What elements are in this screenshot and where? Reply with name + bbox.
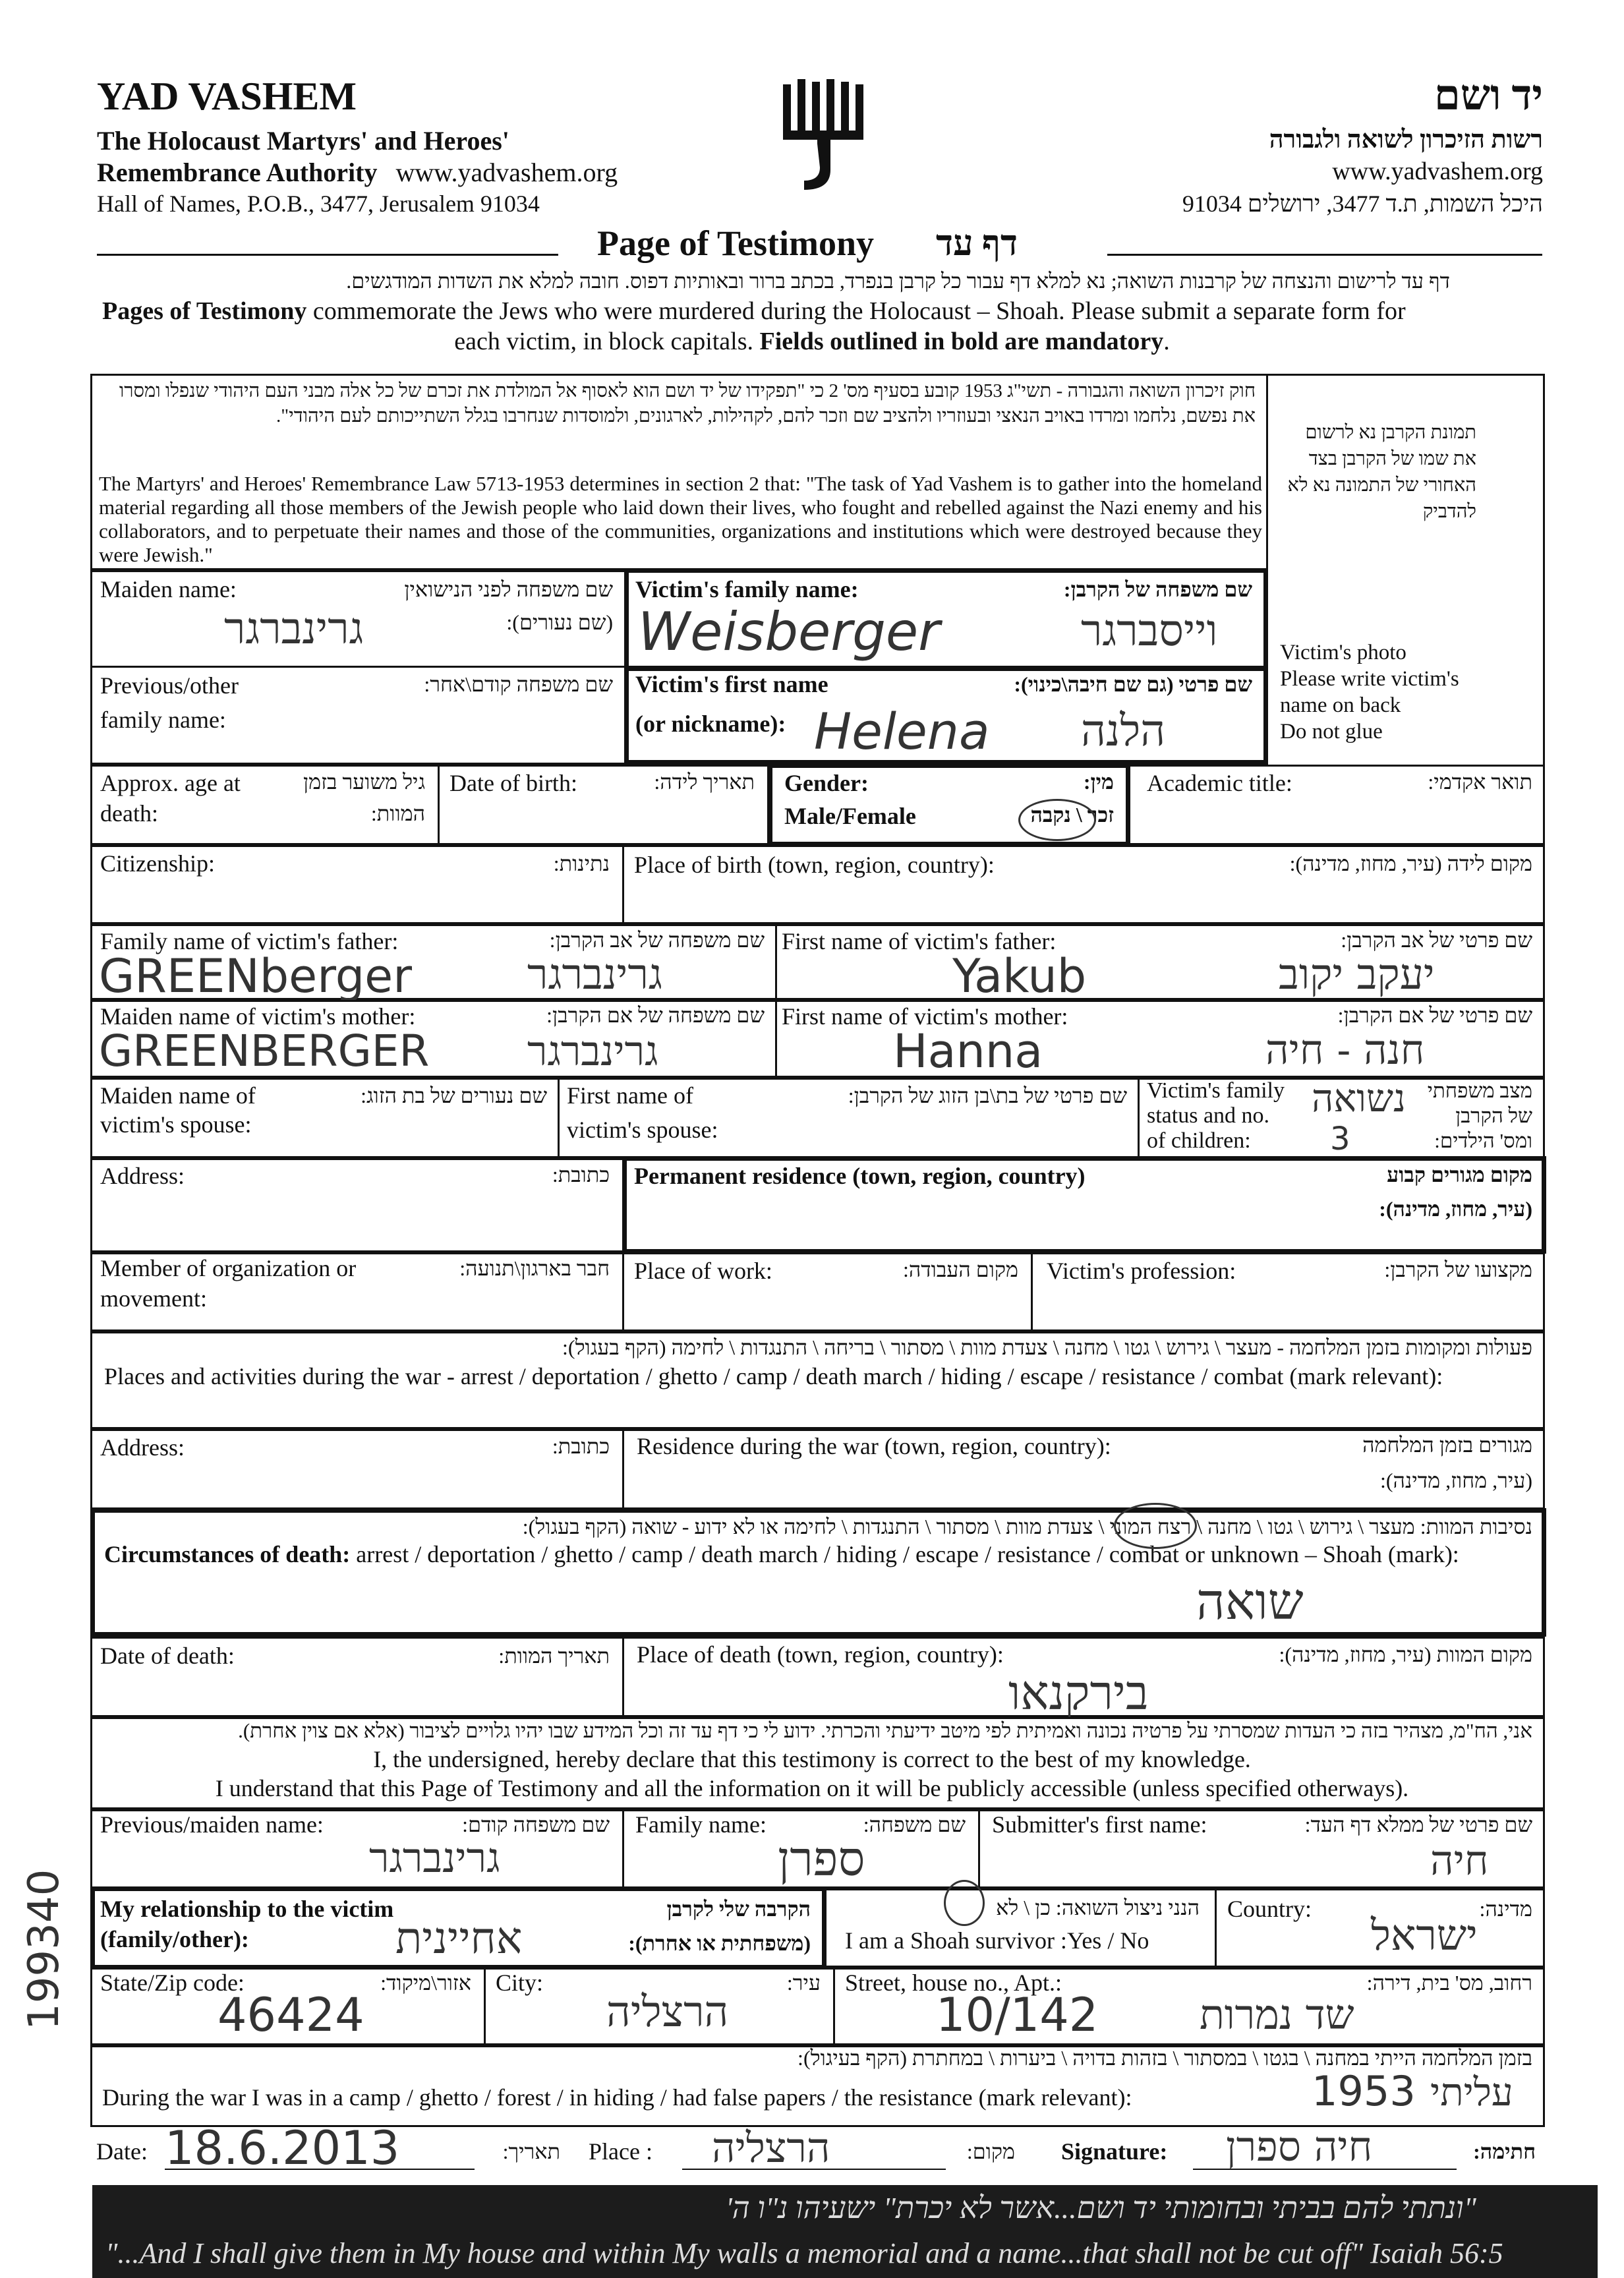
gender-label: [784, 767, 916, 832]
citizenship-label: Citizenship:: [100, 850, 215, 877]
spouse-maiden-label-he: שם נעורים של בת הזוג:: [361, 1084, 547, 1107]
victim-first-name-value-he[interactable]: הלנה: [1081, 705, 1166, 756]
org-web-he: www.yadvashem.org: [1332, 158, 1543, 185]
academic-label-he: תואר אקדמי:: [1428, 770, 1532, 794]
mother-first-label: First name of victim's mother:: [782, 1003, 1068, 1030]
signature-value[interactable]: חיה ספרן: [1226, 2122, 1373, 2171]
family-status-label-3: of children:: [1147, 1128, 1251, 1153]
death-place-value[interactable]: בירקנאו: [1008, 1665, 1149, 1720]
date-value[interactable]: 18.6.2013: [165, 2121, 400, 2175]
victim-first-name-label: [635, 668, 828, 740]
permanent-label-he-2: (עיר, מחוז, מדינה):: [1379, 1197, 1532, 1221]
citizenship-label-he: נתינות:: [553, 852, 610, 875]
street-name-value[interactable]: שד נמרות: [1200, 1991, 1354, 2039]
photo-instructions-en: [1280, 639, 1459, 745]
death-place-label-he: מקום המוות (עיר, מחוז, מדינה):: [1279, 1643, 1532, 1666]
war-residence-label-he-2: (עיר, מחוז, מדינה):: [1380, 1469, 1532, 1492]
father-family-label: Family name of victim's father:: [100, 928, 399, 954]
death-date-label: Date of death:: [100, 1643, 235, 1669]
law-text-he: חוק זיכרון השואה והגבורה - תשי"ג 1953 קובע בסעיף מס' 2 כי "תפקידו של יד ושם הוא לאסוף אל המולדת את זכרם של כל אלה מבני העם היהודי שנפלו ומסרו את נפשם, נלחמו ומרדו באויב הנאצי ובעוזריו ולהציב שם וזכר להם, לקהילות, לארגונים, ולמוסדות שנחרבו בגלל השתייכותם לעם היהודי".: [119, 380, 1256, 426]
submitter-family-value[interactable]: ספרן: [778, 1831, 865, 1886]
city-label-he: עיר:: [786, 1971, 821, 1995]
place-underline: [682, 2169, 946, 2170]
father-family-value-he[interactable]: גרינברגר: [527, 950, 662, 999]
title-rule-left: [97, 254, 558, 256]
photo-en-line3: name on back: [1280, 693, 1401, 717]
declaration-en-1: I, the undersigned, hereby declare that this testimony is correct to the best of my knowledge.: [373, 1746, 1251, 1772]
org-subtitle-he: רשות הזיכרון לשואה ולגבורה: [1269, 126, 1543, 154]
place-label-he: מקום:: [966, 2140, 1015, 2163]
zip-label: State/Zip code:: [100, 1970, 245, 1996]
spouse-maiden-label-1: Maiden name of: [100, 1082, 256, 1109]
address-label-he: כתובת:: [552, 1163, 610, 1186]
birthplace-label: Place of birth (town, region, country):: [634, 852, 995, 878]
prev-family-label: [100, 670, 239, 736]
street-label: Street, house no., Apt.:: [845, 1970, 1062, 1996]
permanent-label-he-1: מקום מגורים קבוע: [1387, 1163, 1532, 1186]
relationship-label-he: [593, 1894, 811, 1958]
org-member-label-he: חבר בארגון\תנועה:: [459, 1256, 610, 1280]
country-label: Country:: [1227, 1896, 1312, 1922]
org-member-label-2: movement:: [100, 1285, 207, 1312]
gender-label-1: Gender:: [784, 770, 869, 796]
org-name-he: יד ושם: [1434, 72, 1543, 119]
family-status-label-he-2: של הקרבן: [1455, 1104, 1532, 1127]
survivor-circle-mark: [944, 1880, 985, 1926]
age-label-he-2: המוות:: [370, 802, 425, 825]
permanent-residence-label: Permanent residence (town, region, country): [634, 1163, 1086, 1189]
workplace-label: Place of work:: [634, 1258, 772, 1284]
footer-banner: [92, 2185, 1598, 2278]
survivor-label-en: I am a Shoah survivor :Yes / No: [845, 1927, 1149, 1954]
org-web-en: www.yadvashem.org: [395, 158, 618, 187]
father-family-value[interactable]: GREENberger: [99, 949, 413, 1003]
war-submitter-label-he: בזמן המלחמה הייתי במחנה \ בגטו \ במסתור \ בזהות בדויה \ ביערות \ במחתרת (הקף בעיגול):: [798, 2046, 1532, 2070]
father-family-label-he: שם משפחה של אב הקרבן:: [549, 928, 765, 952]
war-address-label: Address:: [100, 1434, 185, 1461]
family-status-label-he-1: מצב משפחתי: [1427, 1079, 1532, 1102]
family-status-label-2: status and no.: [1147, 1103, 1270, 1128]
prev-family-label-he: שם משפחה קודם\אחר:: [424, 672, 613, 696]
gender-label-he-1: מין:: [1083, 770, 1114, 794]
father-first-value-he[interactable]: יעקב יקוב: [1279, 950, 1435, 999]
zip-label-he: אזור\מיקוד:: [380, 1971, 471, 1995]
city-label: City:: [496, 1970, 544, 1996]
victim-family-name-label: Victim's family name:: [635, 576, 859, 602]
submitter-first-label-he: שם פרטי של ממלא דף העד:: [1304, 1813, 1532, 1836]
photo-en-line1: Victim's photo: [1280, 641, 1406, 664]
victim-first-name-value[interactable]: Helena: [814, 702, 990, 761]
org-name-en: YAD VASHEM: [97, 74, 357, 118]
mother-maiden-label: Maiden name of victim's mother:: [100, 1003, 416, 1030]
signature-label: Signature:: [1061, 2138, 1168, 2165]
intro-en-1: [102, 297, 1406, 326]
victim-family-name-value-he[interactable]: וייסברגר: [1081, 605, 1218, 656]
place-value[interactable]: הרצליה: [712, 2124, 830, 2172]
org-authority-bold: Remembrance Authority: [97, 158, 378, 187]
profession-label: Victim's profession:: [1047, 1258, 1236, 1284]
activities-label-en: Places and activities during the war - arrest / deportation / ghetto / camp / death march / hiding / escape / resistance / combat (mark relevant):: [104, 1363, 1443, 1389]
prev-family-label-2: family name:: [100, 707, 226, 733]
activities-label-he: פעולות ומקומות בזמן המלחמה - מעצר \ גירוש \ גטו \ מחנה \ צעדת מוות \ מסתור \ בריחה \ התנגדות \ לחימה (הקף בעגול):: [562, 1335, 1532, 1359]
city-value[interactable]: הרצליה: [606, 1988, 729, 2037]
gender-label-he-2: זכר \ נקבה: [1030, 803, 1114, 827]
side-registration-number: 199340: [20, 1869, 69, 2030]
photo-en-line4: Do not glue: [1280, 720, 1383, 744]
death-date-label-he: תאריך המוות:: [498, 1644, 610, 1668]
age-label-1: Approx. age at: [100, 770, 241, 796]
org-subtitle-en: The Holocaust Martyrs' and Heroes': [97, 126, 509, 156]
birthplace-label-he: מקום לידה (עיר, מחוז, מדינה):: [1289, 852, 1532, 875]
intro-en-1-bold: Pages of Testimony: [102, 297, 307, 325]
submitter-prev-value[interactable]: גרינברגר: [369, 1834, 500, 1882]
maiden-name-label-he2: (שם נעורים):: [506, 610, 613, 634]
submitter-prev-label-he: שם משפחה קודם:: [462, 1813, 610, 1836]
org-address-en: Hall of Names, P.O.B., 3477, Jerusalem 91034: [97, 190, 540, 217]
war-submitter-label-en: During the war I was in a camp / ghetto / forest / in hiding / had false papers / the resistance (mark relevant):: [102, 2084, 1132, 2111]
submitter-first-label: Submitter's first name:: [992, 1811, 1207, 1838]
relationship-label-2: (family/other):: [100, 1926, 249, 1952]
relationship-label: [100, 1893, 393, 1955]
submitter-family-label: Family name:: [635, 1811, 767, 1838]
mother-first-label-he: שם פרטי של אם הקרבן:: [1337, 1003, 1532, 1027]
relationship-label-he-2: (משפחתית או אחרת):: [628, 1931, 811, 1955]
street-label-he: רחוב, מס' בית, דירה:: [1366, 1971, 1532, 1995]
org-member-label-1: Member of organization or: [100, 1255, 357, 1281]
dob-label: Date of birth:: [450, 770, 577, 796]
spouse-first-label-he: שם פרטי של בת\בן הזוג של הקרבן:: [848, 1084, 1127, 1107]
victim-first-name-label-he: שם פרטי (גם שם חיבה\כינוי):: [1014, 672, 1252, 696]
date-underline: [165, 2169, 475, 2170]
war-residence-label-he-1: מגורים בזמן המלחמה: [1362, 1433, 1532, 1457]
submitter-first-value[interactable]: חיה: [1430, 1836, 1489, 1884]
form-title-en: Page of Testimony: [597, 223, 875, 263]
law-text-en: The Martyrs' and Heroes' Remembrance Law 5713-1953 determines in section 2 that: "The task of Yad Vashem is to gather into the homeland material regarding all those members of the Jewish people who laid down their lives, who fought and rebelled against the Nazi enemy and his collaborators, and to perpetuate their names and those of the communities, organizations and institutions which were destroyed because they were Jewish.": [99, 472, 1262, 566]
org-member-label: [100, 1252, 356, 1314]
street-number-value[interactable]: 10/142: [936, 1988, 1099, 2042]
address-label: Address:: [100, 1163, 185, 1189]
photo-en-line2: Please write victim's: [1280, 667, 1459, 691]
war-residence-label-he: [1285, 1430, 1532, 1495]
father-first-label-he: שם פרטי של אב הקרבן:: [1341, 928, 1532, 952]
war-residence-label: Residence during the war (town, region, country):: [637, 1433, 1111, 1459]
date-label: Date:: [96, 2138, 148, 2165]
title-rule-right: [1107, 254, 1542, 256]
survivor-label-he: הנני ניצול השואה: כן \ לא: [996, 1896, 1200, 1919]
first-name-label-1: Victim's first name: [635, 671, 828, 697]
mother-first-value-he[interactable]: חנה - חיה: [1265, 1026, 1425, 1074]
gender-label-2: Male/Female: [784, 803, 916, 829]
intro-en-1-text: commemorate the Jews who were murdered during the Holocaust – Shoah. Please submit a separate form for: [306, 297, 1406, 325]
maiden-name-label-he: שם משפחה לפני הנישואין: [404, 577, 613, 601]
circumstances-label-en: [104, 1538, 1459, 1570]
family-status-label-1: Victim's family: [1147, 1078, 1285, 1103]
family-status-label: [1147, 1078, 1285, 1154]
age-label-he-1: גיל משוער בזמן: [303, 770, 425, 794]
circumstances-label-bold: Circumstances of death:: [104, 1541, 351, 1567]
intro-en-2: [0, 327, 1624, 356]
zip-value[interactable]: 46424: [218, 1988, 364, 2042]
footer-quote-he: "ונתתי להם בביתי ובחומותי יד ושם...אשר לא יכרת" ישעיהו נ"ו ה': [725, 2191, 1476, 2225]
family-status-label-he: [1417, 1078, 1532, 1154]
profession-label-he: מקצועו של הקרבן:: [1384, 1258, 1532, 1281]
circumstances-label-he: נסיבות המוות: מעצר \ גירוש \ גטו \ מחנה \ רצח המוני \ צעדת מוות \ מסתור \ התנגדות \ לחימה או לא ידוע - שואה (הקף בעגול):: [522, 1515, 1532, 1538]
prev-family-label-1: Previous/other: [100, 672, 239, 699]
workplace-label-he: מקום העבודה:: [902, 1258, 1018, 1281]
academic-label: Academic title:: [1147, 770, 1292, 796]
father-first-value[interactable]: Yakub: [952, 949, 1087, 1003]
children-count-value[interactable]: 3: [1330, 1121, 1350, 1157]
victim-family-name-label-he: שם משפחה של הקרבן:: [1063, 577, 1252, 601]
victim-family-name-value[interactable]: Weisberger: [638, 601, 941, 662]
intro-en-2-text: each victim, in block capitals.: [454, 328, 760, 355]
declaration-he: אני, הח"מ, מצהיר בזה כי העדות שמסרתי על פרטיה נכונה ואמיתית לפי מיטב ידיעתי והכרתי. ידוע לי כי דף עד זה וכל המידע שבו יהיו גלויים לציבור (אלא אם צוין אחרת).: [238, 1719, 1532, 1742]
org-authority-en: [97, 157, 618, 188]
gender-circle-mark: [1018, 799, 1096, 841]
permanent-residence-label-he: [1285, 1160, 1532, 1223]
circumstances-label-text: arrest / deportation / ghetto / camp / death march / hiding / escape / resistance / combat or unknown – Shoah (mark):: [350, 1541, 1459, 1567]
intro-en-2-bold: Fields outlined in bold are mandatory: [759, 328, 1164, 355]
date-label-he: תאריך:: [502, 2140, 560, 2163]
signature-label-he: חתימה:: [1473, 2140, 1536, 2163]
age-label-he: [277, 767, 425, 828]
spouse-first-label-1: First name of: [567, 1082, 693, 1109]
photo-instructions-he: תמונת הקרבן נא לרשום את שמו של הקרבן בצד האחורי של התמונה נא לא להדביק: [1287, 422, 1476, 522]
submitter-family-label-he: שם משפחה:: [863, 1813, 966, 1836]
spouse-first-label-2: victim's spouse:: [567, 1117, 718, 1143]
family-status-label-he-3: ומס' הילדים:: [1434, 1129, 1532, 1152]
signature-underline: [1193, 2169, 1457, 2170]
place-label: Place :: [589, 2138, 652, 2165]
mother-maiden-label-he: שם משפחה של אם הקרבן:: [546, 1003, 765, 1027]
relationship-value[interactable]: אחיינית: [395, 1913, 523, 1964]
intro-he: דף עד לרישום והנצחה של קרבנות השואה; נא למלא דף עבור כל קרבן בנפרד, בכתב ברור ובאותיות דפוס. חובה למלא את השדות המודגשים.: [346, 269, 1450, 293]
war-address-label-he: כתובת:: [552, 1434, 610, 1458]
spouse-maiden-label: [100, 1080, 256, 1140]
spouse-maiden-label-2: victim's spouse:: [100, 1111, 252, 1138]
maiden-name-value[interactable]: גרינברגר: [224, 603, 364, 654]
relationship-label-1: My relationship to the victim: [100, 1896, 394, 1922]
mother-maiden-value-he[interactable]: גרינברגר: [527, 1027, 658, 1075]
war-submitter-year[interactable]: 1953: [1312, 2067, 1416, 2115]
age-label-2: death:: [100, 800, 158, 827]
spouse-first-label: [567, 1080, 718, 1146]
country-value[interactable]: ישראל: [1371, 1912, 1478, 1960]
footer-quote-en: "...And I shall give them in My house and within My walls a memorial and a name...that shall not be cut off" Isaiah 56:5: [105, 2237, 1503, 2269]
submitter-prev-label: Previous/maiden name:: [100, 1811, 324, 1838]
yad-vashem-logo: [778, 78, 870, 196]
country-label-he: מדינה:: [1479, 1897, 1532, 1921]
mother-first-value[interactable]: Hanna: [893, 1024, 1043, 1078]
mother-maiden-value[interactable]: GREENBERGER: [99, 1026, 430, 1076]
relationship-label-he-1: הקרבה שלי לקרבן: [666, 1897, 811, 1921]
family-status-value[interactable]: נשואה: [1312, 1076, 1406, 1121]
father-first-label: First name of victim's father:: [782, 928, 1057, 954]
org-address-he: היכל השמות, ת.ד 3477, ירושלים 91034: [1182, 190, 1543, 217]
intro-en-2-end: .: [1163, 328, 1170, 355]
declaration-en-2: I understand that this Page of Testimony and all the information on it will be publicly accessible (unless specified otherways).: [215, 1775, 1409, 1801]
death-place-label: Place of death (town, region, country):: [637, 1641, 1004, 1668]
dob-label-he: תאריך לידה:: [654, 770, 755, 794]
age-label: [100, 767, 241, 829]
war-submitter-value[interactable]: עליתי: [1430, 2070, 1513, 2115]
maiden-name-label: Maiden name:: [100, 576, 237, 602]
form-title-he: דף עד: [936, 223, 1018, 263]
circumstances-value[interactable]: שואה: [1196, 1572, 1304, 1631]
first-name-label-2: (or nickname):: [635, 711, 786, 737]
circumstances-circle-mark: [1114, 1503, 1197, 1549]
